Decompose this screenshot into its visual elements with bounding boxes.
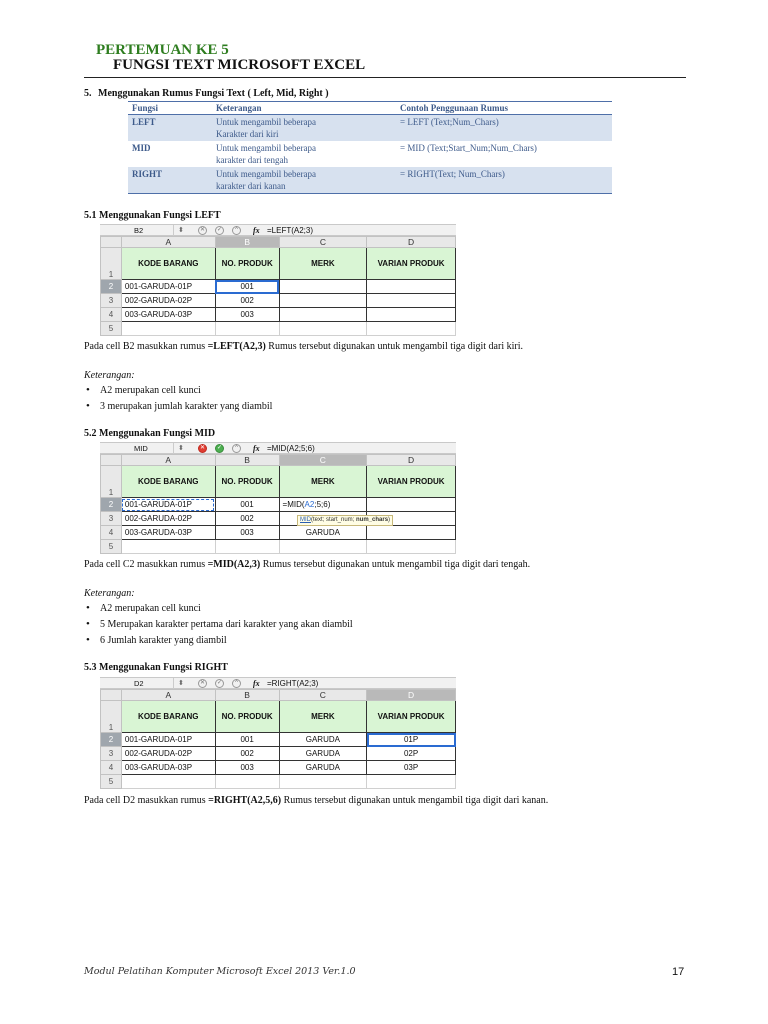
- cell-d2[interactable]: [367, 280, 456, 294]
- cancel-icon[interactable]: ✕: [199, 227, 206, 233]
- row-header-3[interactable]: 3: [101, 512, 122, 526]
- cell-c5[interactable]: [279, 322, 366, 336]
- cell-a2[interactable]: 001-GARUDA-01P: [121, 280, 215, 294]
- section-51-title: 5.1 Menggunakan Fungsi LEFT: [84, 210, 221, 221]
- tooltip-function-link[interactable]: MID: [300, 517, 311, 523]
- page-number: 17: [672, 966, 685, 978]
- cell-c3[interactable]: [279, 294, 366, 308]
- dropdown-icon[interactable]: ⬍: [178, 680, 184, 687]
- cell-d2[interactable]: [367, 498, 456, 512]
- cell-a4[interactable]: 003-GARUDA-03P: [121, 526, 215, 540]
- row-header-2[interactable]: 2: [101, 498, 122, 512]
- cell-d1[interactable]: VARIAN PRODUK: [367, 701, 456, 733]
- cell-a3[interactable]: 002-GARUDA-02P: [121, 512, 215, 526]
- cell-a5[interactable]: [121, 775, 215, 789]
- cell-b3[interactable]: 002: [215, 747, 279, 761]
- cell-a2[interactable]: 001-GARUDA-01P: [121, 498, 215, 512]
- header-divider: [84, 77, 686, 78]
- cell-c2-editing[interactable]: =MID(A2;5;6): [279, 498, 367, 512]
- row-header-1[interactable]: 1: [101, 466, 122, 498]
- cell-b2[interactable]: 001: [215, 498, 279, 512]
- sheet-grid: [100, 236, 456, 336]
- row-header-2[interactable]: 2: [101, 733, 122, 747]
- cell-d5[interactable]: [367, 540, 456, 554]
- row-header-4[interactable]: 4: [101, 761, 122, 775]
- cell-b1[interactable]: NO. PRODUK: [215, 466, 279, 498]
- function-example: = RIGHT(Text; Num_Chars): [396, 167, 612, 194]
- cell-d1[interactable]: VARIAN PRODUK: [367, 466, 456, 498]
- cell-d4[interactable]: [367, 526, 456, 540]
- excel-snippet-right: [100, 677, 456, 789]
- cell-a5[interactable]: [121, 540, 215, 554]
- cell-b3[interactable]: 002: [215, 512, 279, 526]
- excel-snippet-mid: [100, 442, 456, 554]
- cell-b2[interactable]: 001: [215, 733, 279, 747]
- cell-a3[interactable]: 002-GARUDA-02P: [121, 747, 215, 761]
- formula-bar: [100, 677, 456, 689]
- cell-a1[interactable]: KODE BARANG: [121, 701, 215, 733]
- expand-icon[interactable]: ^: [232, 226, 241, 235]
- row-header-4[interactable]: 4: [101, 526, 122, 540]
- cell-d4[interactable]: 03P: [367, 761, 456, 775]
- confirm-icon[interactable]: ✓: [216, 227, 223, 233]
- cell-a5[interactable]: [121, 322, 215, 336]
- section-51-explanation: Pada cell B2 masukkan rumus =LEFT(A2,3) Rumus tersebut digunakan untuk mengambil tiga digit dari kiri.: [84, 341, 523, 352]
- cell-a1[interactable]: KODE BARANG: [121, 466, 215, 498]
- function-table: [128, 101, 612, 194]
- list-item: • 5 Merupakan karakter pertama dari karakter yang akan diambil: [84, 619, 353, 635]
- fx-icon[interactable]: fx: [253, 679, 260, 688]
- section-51-bullets: [84, 385, 272, 417]
- cell-b2[interactable]: 001: [215, 280, 279, 294]
- col-header-d[interactable]: D: [367, 237, 456, 248]
- cell-c2[interactable]: GARUDA: [279, 733, 367, 747]
- cell-b5[interactable]: [215, 322, 279, 336]
- section-52-bullets: [84, 603, 353, 651]
- list-item: • 3 merupakan jumlah karakter yang diambil: [84, 401, 272, 417]
- cell-a4[interactable]: 003-GARUDA-03P: [121, 761, 215, 775]
- sheet-grid: [100, 454, 456, 554]
- col-header-a[interactable]: A: [121, 455, 215, 466]
- list-item: • 6 Jumlah karakter yang diambil: [84, 635, 353, 651]
- formula-input[interactable]: =RIGHT(A2;3): [267, 679, 319, 688]
- row-header-1[interactable]: 1: [101, 248, 122, 280]
- section-5-heading: Menggunakan Rumus Fungsi Text ( Left, Mid, Right ): [98, 88, 329, 99]
- cell-b4[interactable]: 003: [215, 526, 279, 540]
- col-header-d[interactable]: D: [367, 455, 456, 466]
- cell-b4[interactable]: 003: [215, 761, 279, 775]
- confirm-icon[interactable]: ✓: [216, 680, 223, 686]
- col-header-b[interactable]: B: [215, 690, 279, 701]
- cell-d4[interactable]: [367, 308, 456, 322]
- cell-c4[interactable]: GARUDA: [279, 761, 367, 775]
- function-example: = MID (Text;Start_Num;Num_Chars): [400, 143, 537, 153]
- section-52-explanation: Pada cell C2 masukkan rumus =MID(A2,3) Rumus tersebut digunakan untuk mengambil tiga digit dari tengah.: [84, 559, 531, 570]
- section-53-explanation: Pada cell D2 masukkan rumus =RIGHT(A2,5,6) Rumus tersebut digunakan untuk mengambil tiga digit dari kanan.: [84, 795, 549, 806]
- formula-bar: [100, 224, 456, 236]
- function-row-mid: [128, 141, 612, 167]
- section-51-keterangan: Keterangan:: [84, 370, 135, 381]
- select-all[interactable]: [101, 237, 122, 248]
- select-all[interactable]: [101, 690, 122, 701]
- col-header-b[interactable]: B: [215, 455, 279, 466]
- cell-b1[interactable]: NO. PRODUK: [215, 248, 279, 280]
- col-header-c[interactable]: C: [279, 690, 367, 701]
- cell-b5[interactable]: [215, 540, 279, 554]
- row-header-3[interactable]: 3: [101, 294, 122, 308]
- col-fungsi: Fungsi: [128, 102, 212, 115]
- formula-input[interactable]: =MID(A2;5;6): [267, 444, 315, 453]
- select-all[interactable]: [101, 455, 122, 466]
- row-header-4[interactable]: 4: [101, 308, 122, 322]
- cancel-icon[interactable]: ✕: [199, 445, 206, 451]
- cell-d1[interactable]: VARIAN PRODUK: [367, 248, 456, 280]
- cell-a3[interactable]: 002-GARUDA-02P: [121, 294, 215, 308]
- col-contoh: Contoh Penggunaan Rumus: [396, 102, 612, 115]
- cancel-icon[interactable]: ✕: [199, 680, 206, 686]
- cell-a4[interactable]: 003-GARUDA-03P: [121, 308, 215, 322]
- list-item: • A2 merupakan cell kunci: [84, 385, 272, 401]
- excel-snippet-left: [100, 224, 456, 336]
- cell-c1[interactable]: MERK: [279, 466, 367, 498]
- section-5-number: 5.: [84, 88, 92, 99]
- cell-a2[interactable]: 001-GARUDA-01P: [121, 733, 215, 747]
- cell-c1[interactable]: MERK: [279, 248, 366, 280]
- header-subtitle: FUNGSI TEXT MICROSOFT EXCEL: [113, 57, 366, 73]
- function-example: = LEFT (Text;Num_Chars): [396, 115, 612, 142]
- function-name: RIGHT: [128, 167, 212, 194]
- cell-b1[interactable]: NO. PRODUK: [215, 701, 279, 733]
- name-box[interactable]: B2 ⬍: [100, 225, 174, 236]
- footer-text: Modul Pelatihan Komputer Microsoft Excel 2013 Ver.1.0: [84, 966, 356, 977]
- function-desc: Untuk mengambil beberapa Karakter dari kiri: [212, 115, 396, 142]
- header-title: PERTEMUAN KE 5: [96, 42, 229, 58]
- row-header-1[interactable]: 1: [101, 701, 122, 733]
- col-header-a[interactable]: A: [121, 690, 215, 701]
- col-header-d[interactable]: D: [367, 690, 456, 701]
- section-52-title: 5.2 Menggunakan Fungsi MID: [84, 428, 216, 439]
- cell-c3[interactable]: GARUDA: [279, 747, 367, 761]
- sheet-grid: [100, 689, 456, 789]
- cell-c2[interactable]: [279, 280, 366, 294]
- cell-c4[interactable]: GARUDA: [279, 526, 367, 540]
- section-52-keterangan: Keterangan:: [84, 588, 135, 599]
- cell-c1[interactable]: MERK: [279, 701, 367, 733]
- function-table-header: [128, 102, 612, 115]
- formula-input[interactable]: =LEFT(A2;3): [267, 226, 314, 235]
- function-row-right: [128, 167, 612, 194]
- col-keterangan: Keterangan: [212, 102, 396, 115]
- row-header-5[interactable]: 5: [101, 322, 122, 336]
- formula-bar: [100, 442, 456, 454]
- dropdown-icon[interactable]: ⬍: [178, 445, 184, 452]
- cell-a1[interactable]: KODE BARANG: [121, 248, 215, 280]
- col-header-c[interactable]: C: [279, 237, 366, 248]
- cell-d3[interactable]: [367, 294, 456, 308]
- dropdown-icon[interactable]: ⬍: [178, 227, 184, 234]
- name-box[interactable]: MID ⬍: [100, 443, 174, 454]
- cell-d3[interactable]: 02P: [367, 747, 456, 761]
- fx-icon[interactable]: fx: [253, 226, 260, 235]
- function-tooltip: MID(text; start_num; num_chars): [297, 515, 393, 526]
- cell-b5[interactable]: [215, 775, 279, 789]
- function-desc: Untuk mengambil beberapa karakter dari tengah: [216, 143, 316, 165]
- function-name: LEFT: [128, 115, 212, 142]
- cell-c5[interactable]: [279, 540, 367, 554]
- function-desc: Untuk mengambil beberapa karakter dari kanan: [212, 167, 396, 194]
- cell-d2[interactable]: 01P: [367, 733, 456, 747]
- cell-d5[interactable]: [367, 775, 456, 789]
- confirm-icon[interactable]: ✓: [216, 445, 223, 451]
- name-box[interactable]: D2 ⬍: [100, 678, 174, 689]
- expand-icon[interactable]: ^: [232, 679, 241, 688]
- row-header-2[interactable]: 2: [101, 280, 122, 294]
- section-5-title: [84, 88, 329, 99]
- expand-icon[interactable]: ^: [232, 444, 241, 453]
- function-name: MID: [132, 143, 151, 153]
- row-header-3[interactable]: 3: [101, 747, 122, 761]
- cell-c4[interactable]: [279, 308, 366, 322]
- cell-b3[interactable]: 002: [215, 294, 279, 308]
- list-item: • A2 merupakan cell kunci: [84, 603, 353, 619]
- fx-icon[interactable]: fx: [253, 444, 260, 453]
- function-row-left: [128, 115, 612, 142]
- col-header-b[interactable]: B: [215, 237, 279, 248]
- col-header-a[interactable]: A: [121, 237, 215, 248]
- cell-d5[interactable]: [367, 322, 456, 336]
- cell-b4[interactable]: 003: [215, 308, 279, 322]
- col-header-c[interactable]: C: [279, 455, 367, 466]
- cell-c5[interactable]: [279, 775, 367, 789]
- section-53-title: 5.3 Menggunakan Fungsi RIGHT: [84, 662, 228, 673]
- row-header-5[interactable]: 5: [101, 540, 122, 554]
- row-header-5[interactable]: 5: [101, 775, 122, 789]
